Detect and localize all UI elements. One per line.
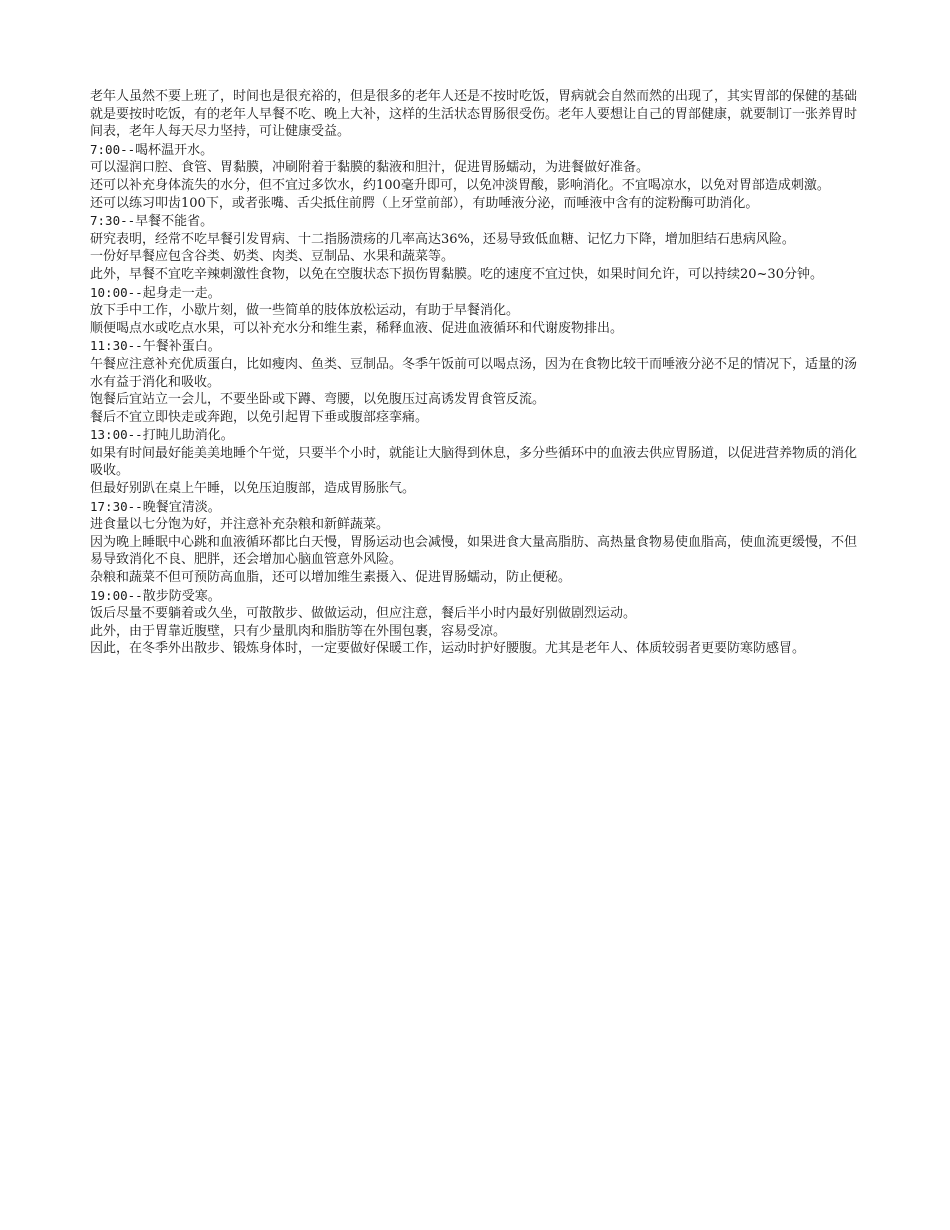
- heading-time: 13:00--: [90, 427, 143, 443]
- heading-time: 17:30--: [90, 498, 143, 514]
- body-paragraph: 研究表明，经常不吃早餐引发胃病、十二指肠溃疡的几率高达36%，还易导致低血糖、记忆力下降，增加胆结石患病风险。: [90, 231, 795, 247]
- body-paragraph: 此外，由于胃靠近腹壁，只有少量肌肉和脂肪等在外围包裹，容易受凉。: [90, 623, 507, 639]
- heading-title: 早餐不能省。: [135, 214, 214, 230]
- body-paragraph: 可以湿润口腔、食管、胃黏膜，冲刷附着于黏膜的黏液和胆汁，促进胃肠蠕动，为进餐做好准备。: [90, 160, 650, 176]
- heading-title: 晚餐宜清淡。: [142, 499, 221, 515]
- heading-time: 7:30--: [90, 213, 136, 229]
- heading-title: 喝杯温开水。: [135, 142, 214, 158]
- heading-time: 7:00--: [90, 141, 136, 157]
- body-paragraph: 饭后尽量不要躺着或久坐，可散散步、做做运动，但应注意，餐后半小时内最好别做剧烈运动。: [90, 606, 637, 622]
- body-paragraph: 因此，在冬季外出散步、锻炼身体时，一定要做好保暖工作，运动时护好腰腹。尤其是老年人、体质较弱者更要防寒防感冒。: [90, 641, 806, 657]
- section-heading-0730: [90, 212, 862, 231]
- document-body: [90, 88, 862, 658]
- body-paragraph: 还可以练习叩齿100下，或者张嘴、舌尖抵住前腭（上牙堂前部），有助唾液分泌，而唾液中含有的淀粉酶可助消化。: [90, 195, 759, 211]
- body-paragraph: 饱餐后宜站立一会儿，不要坐卧或下蹲、弯腰，以免腹压过高诱发胃食管反流。: [90, 392, 546, 408]
- body-paragraph: 顺便喝点水或吃点水果，可以补充水分和维生素，稀释血液、促进血液循环和代谢废物排出。: [90, 320, 624, 336]
- body-paragraph: 进食量以七分饱为好，并注意补充杂粮和新鲜蔬菜。: [90, 517, 390, 533]
- body-paragraph: 餐后不宜立即快走或奔跑，以免引起胃下垂或腹部痉挛痛。: [90, 409, 429, 425]
- body-paragraph: 还可以补充身体流失的水分，但不宜过多饮水，约100毫升即可，以免冲淡胃酸，影响消化。不宜喝凉水，以免对胃部造成刺激。: [90, 177, 830, 193]
- body-paragraph: 杂粮和蔬菜不但可预防高血脂，还可以增加维生素摄入、促进胃肠蠕动，防止便秘。: [90, 570, 572, 586]
- heading-time: 10:00--: [90, 284, 143, 300]
- section-heading-1000: [90, 284, 862, 303]
- body-paragraph: 一份好早餐应包含谷类、奶类、肉类、豆制品、水果和蔬菜等。: [90, 249, 455, 265]
- heading-title: 午餐补蛋白。: [142, 339, 221, 355]
- section-heading-1130: [90, 337, 862, 356]
- body-paragraph: 但最好别趴在桌上午睡，以免压迫腹部，造成胃肠胀气。: [90, 481, 416, 497]
- body-paragraph: 因为晚上睡眠中心跳和血液循环都比白天慢，胃肠运动也会减慢，如果进食大量高脂肪、高热量食物易使血脂高，使血流更缓慢，不但易导致消化不良、肥胖，还会增加心脑血管意外风险。: [90, 534, 858, 568]
- body-paragraph: 午餐应注意补充优质蛋白，比如瘦肉、鱼类、豆制品。冬季午饭前可以喝点汤，因为在食物比较干而唾液分泌不足的情况下，适量的汤水有益于消化和吸收。: [90, 356, 858, 390]
- heading-title: 起身走一走。: [142, 285, 221, 301]
- intro-paragraph: 老年人虽然不要上班了，时间也是很充裕的，但是很多的老年人还是不按时吃饭，胃病就会自然而然的出现了，其实胃部的保健的基础就是要按时吃饭，有的老年人早餐不吃、晚上大补，这样的生活状态胃肠很受伤。老年人要想让自己的胃部健康，就要制订一张养胃时间表，老年人每天尽力坚持，可让健康受益。: [90, 89, 858, 140]
- body-paragraph: 放下手中工作，小歇片刻，做一些简单的肢体放松运动，有助于早餐消化。: [90, 303, 520, 319]
- section-heading-0700: [90, 141, 862, 160]
- section-heading-1730: [90, 498, 862, 517]
- heading-title: 散步防受寒。: [142, 588, 221, 604]
- heading-time: 11:30--: [90, 338, 143, 354]
- body-paragraph: 此外，早餐不宜吃辛辣刺激性食物，以免在空腹状态下损伤胃黏膜。吃的速度不宜过快，如果时间允许，可以持续20~30分钟。: [90, 266, 823, 282]
- heading-time: 19:00--: [90, 587, 143, 603]
- section-heading-1900: [90, 587, 862, 606]
- section-heading-1300: [90, 426, 862, 445]
- body-paragraph: 如果有时间最好能美美地睡个午觉，只要半个小时，就能让大脑得到休息，多分些循环中的血液去供应胃肠道，以促进营养物质的消化吸收。: [90, 445, 858, 479]
- heading-title: 打盹儿助消化。: [142, 428, 234, 444]
